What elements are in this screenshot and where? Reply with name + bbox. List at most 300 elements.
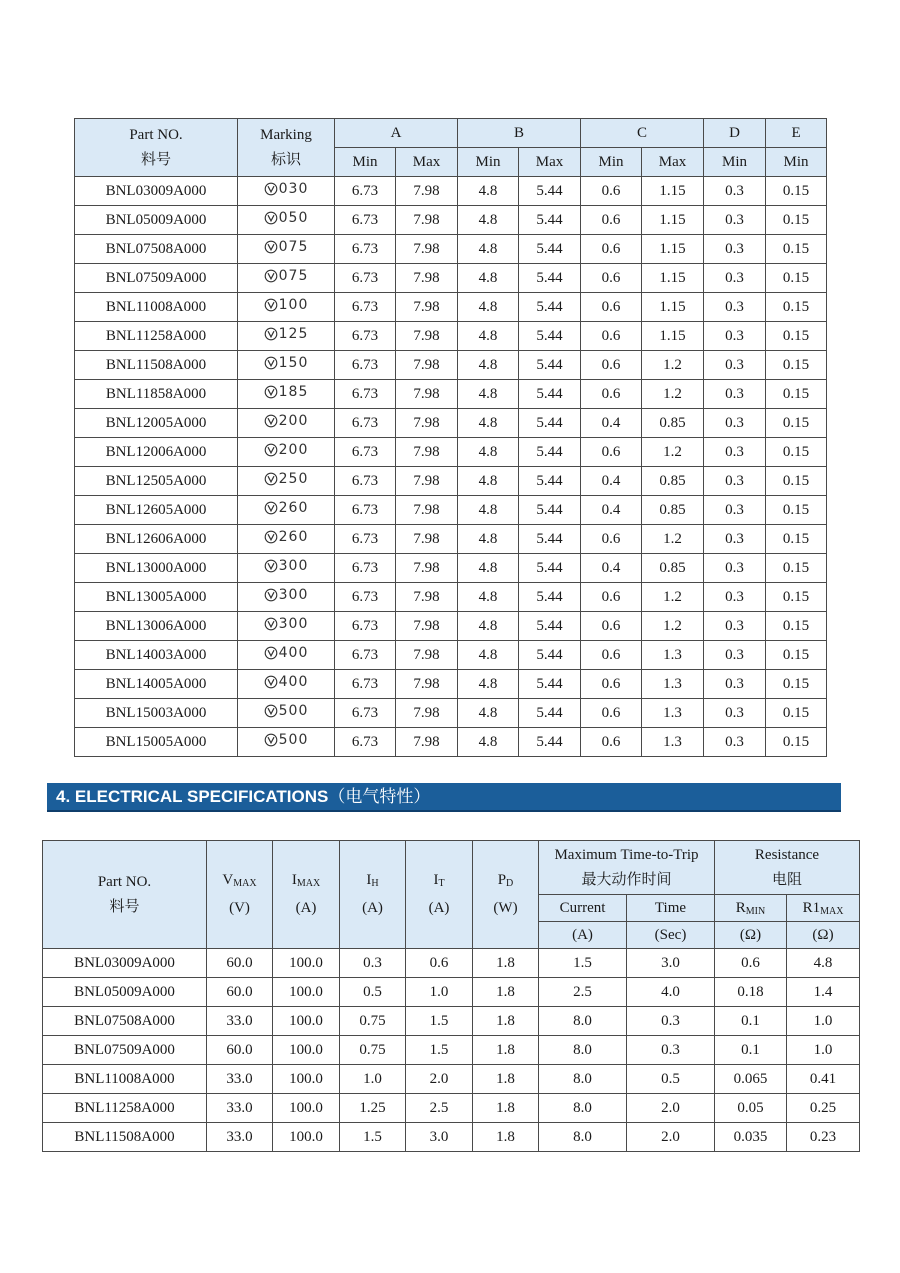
a-max-value: 7.98 — [396, 612, 458, 641]
a-max-value: 7.98 — [396, 641, 458, 670]
header-b-max: Max — [519, 148, 581, 177]
marking — [238, 235, 335, 264]
a-min-value: 6.73 — [335, 293, 396, 322]
b-min-value: 4.8 — [458, 728, 519, 757]
c-max-value: 1.15 — [642, 177, 704, 206]
a-min-value: 6.73 — [335, 206, 396, 235]
brand-logo-icon — [264, 646, 278, 660]
marking — [238, 467, 335, 496]
imax-value: 100.0 — [273, 978, 340, 1007]
e-min-value: 0.15 — [766, 351, 827, 380]
e-min-value: 0.15 — [766, 322, 827, 351]
header-part-no: Part NO. 料号 — [75, 119, 238, 177]
pd-value: 1.8 — [473, 949, 539, 978]
brand-logo-icon — [264, 414, 278, 428]
part-number: BNL11008A000 — [75, 293, 238, 322]
dimension-table — [74, 118, 827, 757]
brand-logo-icon — [264, 182, 278, 196]
c-max-value: 1.2 — [642, 612, 704, 641]
r1max-value: 0.25 — [787, 1094, 860, 1123]
part-value: BNL07509A000 — [43, 1036, 207, 1065]
d-min-value: 0.3 — [704, 496, 766, 525]
c-max-value: 0.85 — [642, 554, 704, 583]
d-min-value: 0.3 — [704, 264, 766, 293]
marking — [238, 177, 335, 206]
b-max-value: 5.44 — [519, 554, 581, 583]
brand-logo-icon — [264, 733, 278, 747]
c-min-value: 0.6 — [581, 612, 642, 641]
vmax-value: 60.0 — [207, 1036, 273, 1065]
table-row — [75, 409, 827, 438]
marking-code: 100 — [278, 297, 309, 313]
section-heading-electrical — [47, 783, 841, 812]
marking-code: 500 — [278, 732, 309, 748]
ih-value: 0.3 — [340, 949, 406, 978]
vmax-value: 33.0 — [207, 1007, 273, 1036]
marking — [238, 699, 335, 728]
part-value: BNL07508A000 — [43, 1007, 207, 1036]
c-max-value: 1.3 — [642, 641, 704, 670]
b-min-value: 4.8 — [458, 438, 519, 467]
brand-logo-icon — [264, 617, 278, 631]
marking — [238, 612, 335, 641]
header-e: E — [766, 119, 827, 148]
a-min-value: 6.73 — [335, 264, 396, 293]
a-max-value: 7.98 — [396, 177, 458, 206]
a-max-value: 7.98 — [396, 554, 458, 583]
brand-logo-icon — [264, 675, 278, 689]
a-max-value: 7.98 — [396, 235, 458, 264]
d-min-value: 0.3 — [704, 235, 766, 264]
e-min-value: 0.15 — [766, 177, 827, 206]
table-row — [75, 728, 827, 757]
c-max-value: 1.15 — [642, 206, 704, 235]
vmax-value: 60.0 — [207, 949, 273, 978]
c-max-value: 1.2 — [642, 525, 704, 554]
a-min-value: 6.73 — [335, 322, 396, 351]
c-min-value: 0.6 — [581, 293, 642, 322]
e-min-value: 0.15 — [766, 554, 827, 583]
brand-logo-icon — [264, 443, 278, 457]
pd-value: 1.8 — [473, 978, 539, 1007]
a-max-value: 7.98 — [396, 293, 458, 322]
table-row — [43, 949, 860, 978]
current-value: 8.0 — [539, 1123, 627, 1152]
part-number: BNL12606A000 — [75, 525, 238, 554]
header-a-min: Min — [335, 148, 396, 177]
brand-logo-icon — [264, 588, 278, 602]
marking — [238, 351, 335, 380]
part-number: BNL12005A000 — [75, 409, 238, 438]
section-title: 4. ELECTRICAL SPECIFICATIONS — [56, 787, 329, 806]
a-max-value: 7.98 — [396, 467, 458, 496]
header-a-max: Max — [396, 148, 458, 177]
c-max-value: 1.15 — [642, 264, 704, 293]
part-number: BNL12505A000 — [75, 467, 238, 496]
c-min-value: 0.6 — [581, 699, 642, 728]
pd-value: 1.8 — [473, 1094, 539, 1123]
part-value: BNL11508A000 — [43, 1123, 207, 1152]
part-number: BNL12605A000 — [75, 496, 238, 525]
table-row — [43, 978, 860, 1007]
it-value: 1.0 — [406, 978, 473, 1007]
marking-code: 200 — [278, 442, 309, 458]
marking-code: 200 — [278, 413, 309, 429]
c-min-value: 0.6 — [581, 670, 642, 699]
vmax-value: 60.0 — [207, 978, 273, 1007]
c-min-value: 0.6 — [581, 235, 642, 264]
marking — [238, 496, 335, 525]
e-min-value: 0.15 — [766, 235, 827, 264]
part-number: BNL05009A000 — [75, 206, 238, 235]
b-min-value: 4.8 — [458, 177, 519, 206]
c-min-value: 0.6 — [581, 525, 642, 554]
table-row — [43, 1123, 860, 1152]
marking-code: 075 — [278, 239, 309, 255]
c-max-value: 1.2 — [642, 438, 704, 467]
part-number: BNL07509A000 — [75, 264, 238, 293]
vmax-value: 33.0 — [207, 1123, 273, 1152]
c-min-value: 0.6 — [581, 206, 642, 235]
part-value: BNL11258A000 — [43, 1094, 207, 1123]
electrical-spec-table — [42, 840, 860, 1152]
table-row — [75, 641, 827, 670]
header-rmin: $R_{MIN}$ — [715, 895, 787, 922]
table-row — [75, 351, 827, 380]
time-value: 4.0 — [627, 978, 715, 1007]
marking-code: 185 — [278, 384, 309, 400]
c-min-value: 0.6 — [581, 351, 642, 380]
marking-code: 300 — [278, 587, 309, 603]
header-d-min: Min — [704, 148, 766, 177]
r1max-value: 1.0 — [787, 1036, 860, 1065]
d-min-value: 0.3 — [704, 438, 766, 467]
ih-value: 0.75 — [340, 1007, 406, 1036]
c-max-value: 0.85 — [642, 496, 704, 525]
it-value: 1.5 — [406, 1007, 473, 1036]
b-min-value: 4.8 — [458, 293, 519, 322]
b-max-value: 5.44 — [519, 177, 581, 206]
current-value: 8.0 — [539, 1094, 627, 1123]
table-row — [43, 1065, 860, 1094]
it-value: 3.0 — [406, 1123, 473, 1152]
table-row — [75, 670, 827, 699]
part-value: BNL05009A000 — [43, 978, 207, 1007]
b-max-value: 5.44 — [519, 438, 581, 467]
d-min-value: 0.3 — [704, 699, 766, 728]
a-max-value: 7.98 — [396, 496, 458, 525]
d-min-value: 0.3 — [704, 322, 766, 351]
marking — [238, 525, 335, 554]
b-max-value: 5.44 — [519, 583, 581, 612]
c-min-value: 0.4 — [581, 467, 642, 496]
marking — [238, 554, 335, 583]
e-min-value: 0.15 — [766, 438, 827, 467]
it-value: 1.5 — [406, 1036, 473, 1065]
part-number: BNL15003A000 — [75, 699, 238, 728]
a-max-value: 7.98 — [396, 728, 458, 757]
brand-logo-icon — [264, 356, 278, 370]
brand-logo-icon — [264, 211, 278, 225]
part-number: BNL14005A000 — [75, 670, 238, 699]
b-min-value: 4.8 — [458, 612, 519, 641]
header-max-time-to-trip: Maximum Time-to-Trip 最大动作时间 — [539, 841, 715, 895]
marking — [238, 264, 335, 293]
it-value: 0.6 — [406, 949, 473, 978]
table-row — [75, 699, 827, 728]
b-max-value: 5.44 — [519, 322, 581, 351]
c-min-value: 0.6 — [581, 641, 642, 670]
time-value: 0.3 — [627, 1036, 715, 1065]
header-a: A — [335, 119, 458, 148]
e-min-value: 0.15 — [766, 409, 827, 438]
r1max-value: 4.8 — [787, 949, 860, 978]
c-max-value: 0.85 — [642, 467, 704, 496]
header-d: D — [704, 119, 766, 148]
table-row — [43, 1007, 860, 1036]
table-row — [75, 467, 827, 496]
brand-logo-icon — [264, 298, 278, 312]
b-min-value: 4.8 — [458, 670, 519, 699]
header-ih: $I_H$ (A) — [340, 841, 406, 949]
a-min-value: 6.73 — [335, 380, 396, 409]
e-min-value: 0.15 — [766, 380, 827, 409]
ih-value: 0.5 — [340, 978, 406, 1007]
brand-logo-icon — [264, 385, 278, 399]
part-number: BNL11858A000 — [75, 380, 238, 409]
marking-code: 150 — [278, 355, 309, 371]
d-min-value: 0.3 — [704, 467, 766, 496]
marking — [238, 409, 335, 438]
rmin-value: 0.1 — [715, 1007, 787, 1036]
marking-code: 075 — [278, 268, 309, 284]
marking-code: 300 — [278, 558, 309, 574]
header-current: Current — [539, 895, 627, 922]
header-b-min: Min — [458, 148, 519, 177]
b-max-value: 5.44 — [519, 351, 581, 380]
b-min-value: 4.8 — [458, 641, 519, 670]
c-max-value: 1.2 — [642, 351, 704, 380]
a-min-value: 6.73 — [335, 351, 396, 380]
a-max-value: 7.98 — [396, 583, 458, 612]
table-row — [75, 525, 827, 554]
part-number: BNL13005A000 — [75, 583, 238, 612]
table-row — [75, 235, 827, 264]
b-max-value: 5.44 — [519, 467, 581, 496]
brand-logo-icon — [264, 501, 278, 515]
c-min-value: 0.6 — [581, 583, 642, 612]
marking — [238, 670, 335, 699]
section-title-cn: （电气特性） — [328, 787, 431, 806]
part-number: BNL13006A000 — [75, 612, 238, 641]
marking-code: 250 — [278, 471, 309, 487]
brand-logo-icon — [264, 327, 278, 341]
a-min-value: 6.73 — [335, 409, 396, 438]
time-value: 3.0 — [627, 949, 715, 978]
imax-value: 100.0 — [273, 1007, 340, 1036]
imax-value: 100.0 — [273, 949, 340, 978]
current-value: 1.5 — [539, 949, 627, 978]
a-min-value: 6.73 — [335, 583, 396, 612]
b-max-value: 5.44 — [519, 206, 581, 235]
c-max-value: 1.3 — [642, 699, 704, 728]
d-min-value: 0.3 — [704, 293, 766, 322]
b-max-value: 5.44 — [519, 380, 581, 409]
b-min-value: 4.8 — [458, 525, 519, 554]
table-row — [75, 554, 827, 583]
part-number: BNL11508A000 — [75, 351, 238, 380]
marking-code: 125 — [278, 326, 309, 342]
c-max-value: 1.2 — [642, 380, 704, 409]
brand-logo-icon — [264, 240, 278, 254]
d-min-value: 0.3 — [704, 409, 766, 438]
a-max-value: 7.98 — [396, 264, 458, 293]
a-max-value: 7.98 — [396, 438, 458, 467]
b-max-value: 5.44 — [519, 612, 581, 641]
part-number: BNL03009A000 — [75, 177, 238, 206]
d-min-value: 0.3 — [704, 351, 766, 380]
b-min-value: 4.8 — [458, 699, 519, 728]
e-min-value: 0.15 — [766, 699, 827, 728]
a-min-value: 6.73 — [335, 177, 396, 206]
table-row — [75, 264, 827, 293]
header-c: C — [581, 119, 704, 148]
rmin-value: 0.035 — [715, 1123, 787, 1152]
header-pd: $P_D$ (W) — [473, 841, 539, 949]
brand-logo-icon — [264, 472, 278, 486]
rmin-value: 0.065 — [715, 1065, 787, 1094]
current-value: 2.5 — [539, 978, 627, 1007]
marking-code: 030 — [278, 181, 309, 197]
header-c-max: Max — [642, 148, 704, 177]
b-max-value: 5.44 — [519, 699, 581, 728]
d-min-value: 0.3 — [704, 554, 766, 583]
brand-logo-icon — [264, 559, 278, 573]
r1max-value: 1.4 — [787, 978, 860, 1007]
imax-value: 100.0 — [273, 1123, 340, 1152]
d-min-value: 0.3 — [704, 583, 766, 612]
a-max-value: 7.98 — [396, 525, 458, 554]
b-max-value: 5.44 — [519, 409, 581, 438]
a-min-value: 6.73 — [335, 438, 396, 467]
it-value: 2.0 — [406, 1065, 473, 1094]
c-min-value: 0.6 — [581, 728, 642, 757]
d-min-value: 0.3 — [704, 206, 766, 235]
c-min-value: 0.6 — [581, 177, 642, 206]
header-marking: Marking 标识 — [238, 119, 335, 177]
marking-code: 260 — [278, 529, 309, 545]
part-number: BNL14003A000 — [75, 641, 238, 670]
c-min-value: 0.6 — [581, 380, 642, 409]
b-max-value: 5.44 — [519, 641, 581, 670]
table-row — [75, 293, 827, 322]
marking — [238, 438, 335, 467]
marking — [238, 206, 335, 235]
table-row — [75, 496, 827, 525]
a-max-value: 7.98 — [396, 409, 458, 438]
e-min-value: 0.15 — [766, 728, 827, 757]
header-time: Time — [627, 895, 715, 922]
table-row — [75, 206, 827, 235]
table-row — [75, 438, 827, 467]
header-e-min: Min — [766, 148, 827, 177]
table-row — [43, 1036, 860, 1065]
imax-value: 100.0 — [273, 1065, 340, 1094]
marking — [238, 380, 335, 409]
time-value: 0.3 — [627, 1007, 715, 1036]
b-max-value: 5.44 — [519, 525, 581, 554]
c-max-value: 1.3 — [642, 728, 704, 757]
b-min-value: 4.8 — [458, 351, 519, 380]
b-max-value: 5.44 — [519, 293, 581, 322]
b-min-value: 4.8 — [458, 264, 519, 293]
header-resistance: Resistance 电阻 — [715, 841, 860, 895]
b-min-value: 4.8 — [458, 467, 519, 496]
a-min-value: 6.73 — [335, 699, 396, 728]
marking-code: 050 — [278, 210, 309, 226]
b-min-value: 4.8 — [458, 206, 519, 235]
time-value: 2.0 — [627, 1123, 715, 1152]
it-value: 2.5 — [406, 1094, 473, 1123]
pd-value: 1.8 — [473, 1036, 539, 1065]
e-min-value: 0.15 — [766, 467, 827, 496]
brand-logo-icon — [264, 269, 278, 283]
c-max-value: 1.15 — [642, 293, 704, 322]
table-row — [75, 177, 827, 206]
header-r1max: $R1_{MAX}$ — [787, 895, 860, 922]
header-current-unit: (A) — [539, 922, 627, 949]
b-min-value: 4.8 — [458, 554, 519, 583]
imax-value: 100.0 — [273, 1036, 340, 1065]
e-min-value: 0.15 — [766, 293, 827, 322]
part-number: BNL12006A000 — [75, 438, 238, 467]
d-min-value: 0.3 — [704, 612, 766, 641]
c-min-value: 0.6 — [581, 322, 642, 351]
header-b: B — [458, 119, 581, 148]
c-max-value: 1.3 — [642, 670, 704, 699]
brand-logo-icon — [264, 704, 278, 718]
d-min-value: 0.3 — [704, 525, 766, 554]
d-min-value: 0.3 — [704, 670, 766, 699]
current-value: 8.0 — [539, 1065, 627, 1094]
a-max-value: 7.98 — [396, 699, 458, 728]
imax-value: 100.0 — [273, 1094, 340, 1123]
a-min-value: 6.73 — [335, 670, 396, 699]
table-row — [75, 612, 827, 641]
a-min-value: 6.73 — [335, 612, 396, 641]
a-max-value: 7.98 — [396, 380, 458, 409]
a-min-value: 6.73 — [335, 728, 396, 757]
a-min-value: 6.73 — [335, 554, 396, 583]
r1max-value: 1.0 — [787, 1007, 860, 1036]
marking — [238, 641, 335, 670]
a-min-value: 6.73 — [335, 235, 396, 264]
marking-code: 400 — [278, 645, 309, 661]
brand-logo-icon — [264, 530, 278, 544]
table-row — [75, 322, 827, 351]
d-min-value: 0.3 — [704, 728, 766, 757]
marking — [238, 293, 335, 322]
e-min-value: 0.15 — [766, 612, 827, 641]
header-vmax: $V_{MAX}$ (V) — [207, 841, 273, 949]
ih-value: 0.75 — [340, 1036, 406, 1065]
e-min-value: 0.15 — [766, 525, 827, 554]
rmin-value: 0.6 — [715, 949, 787, 978]
b-max-value: 5.44 — [519, 235, 581, 264]
e-min-value: 0.15 — [766, 641, 827, 670]
part-number: BNL07508A000 — [75, 235, 238, 264]
part-number: BNL15005A000 — [75, 728, 238, 757]
